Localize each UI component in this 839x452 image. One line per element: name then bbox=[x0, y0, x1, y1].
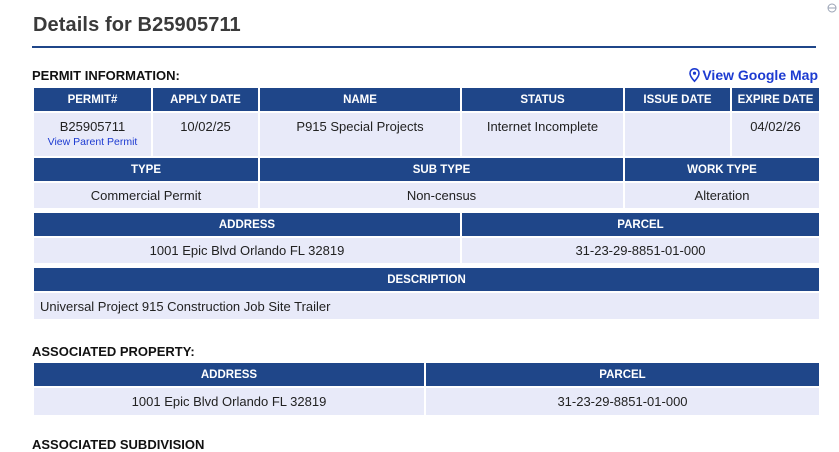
apply-date-cell: 10/02/25 bbox=[152, 112, 259, 157]
status-cell: Internet Incomplete bbox=[461, 112, 624, 157]
property-header-row bbox=[33, 362, 820, 387]
col-header-property-address: ADDRESS bbox=[33, 362, 425, 387]
col-header-address: ADDRESS bbox=[33, 212, 461, 237]
permit-data-row bbox=[33, 112, 820, 157]
work-type-cell: Alteration bbox=[624, 182, 820, 209]
description-data-row bbox=[33, 292, 820, 320]
issue-date-cell bbox=[624, 112, 731, 157]
parcel-cell: 31-23-29-8851-01-000 bbox=[461, 237, 820, 264]
permit-address-table bbox=[32, 211, 821, 265]
address-header-row bbox=[33, 212, 820, 237]
col-header-status: STATUS bbox=[461, 87, 624, 112]
col-header-type: TYPE bbox=[33, 157, 259, 182]
col-header-work-type: WORK TYPE bbox=[624, 157, 820, 182]
permit-type-table bbox=[32, 156, 821, 210]
col-header-permit-number: PERMIT# bbox=[33, 87, 152, 112]
col-header-property-parcel: PARCEL bbox=[425, 362, 820, 387]
name-cell: P915 Special Projects bbox=[259, 112, 461, 157]
sub-type-cell: Non-census bbox=[259, 182, 624, 209]
col-header-issue-date: ISSUE DATE bbox=[624, 87, 731, 112]
map-link-label: View Google Map bbox=[702, 67, 818, 83]
permit-summary-table bbox=[32, 86, 821, 158]
description-header-row bbox=[33, 267, 820, 292]
type-cell: Commercial Permit bbox=[33, 182, 259, 209]
map-pin-icon bbox=[689, 68, 700, 82]
associated-property-heading: ASSOCIATED PROPERTY: bbox=[32, 344, 195, 359]
col-header-expire-date: EXPIRE DATE bbox=[731, 87, 820, 112]
page-title: Details for B25905711 bbox=[33, 14, 241, 36]
view-parent-permit-link[interactable]: View Parent Permit bbox=[47, 136, 138, 148]
associated-property-table bbox=[32, 361, 821, 417]
globe-icon[interactable] bbox=[827, 0, 837, 6]
title-divider bbox=[32, 46, 816, 48]
address-data-row bbox=[33, 237, 820, 264]
address-cell: 1001 Epic Blvd Orlando FL 32819 bbox=[33, 237, 461, 264]
property-parcel-cell: 31-23-29-8851-01-000 bbox=[425, 387, 820, 416]
permit-number-cell bbox=[33, 112, 152, 157]
col-header-parcel: PARCEL bbox=[461, 212, 820, 237]
view-google-map-link[interactable] bbox=[689, 67, 818, 83]
col-header-description: DESCRIPTION bbox=[33, 267, 820, 292]
col-header-apply-date: APPLY DATE bbox=[152, 87, 259, 112]
type-data-row bbox=[33, 182, 820, 209]
expire-date-cell: 04/02/26 bbox=[731, 112, 820, 157]
col-header-name: NAME bbox=[259, 87, 461, 112]
description-cell: Universal Project 915 Construction Job Site Trailer bbox=[33, 292, 820, 320]
permit-information-heading: PERMIT INFORMATION: bbox=[32, 68, 180, 83]
type-header-row bbox=[33, 157, 820, 182]
permit-description-table bbox=[32, 266, 821, 321]
property-data-row bbox=[33, 387, 820, 416]
permit-number: B25905711 bbox=[59, 119, 126, 134]
permit-header-row bbox=[33, 87, 820, 112]
property-address-cell: 1001 Epic Blvd Orlando FL 32819 bbox=[33, 387, 425, 416]
associated-subdivision-heading: ASSOCIATED SUBDIVISION bbox=[32, 437, 205, 452]
col-header-sub-type: SUB TYPE bbox=[259, 157, 624, 182]
